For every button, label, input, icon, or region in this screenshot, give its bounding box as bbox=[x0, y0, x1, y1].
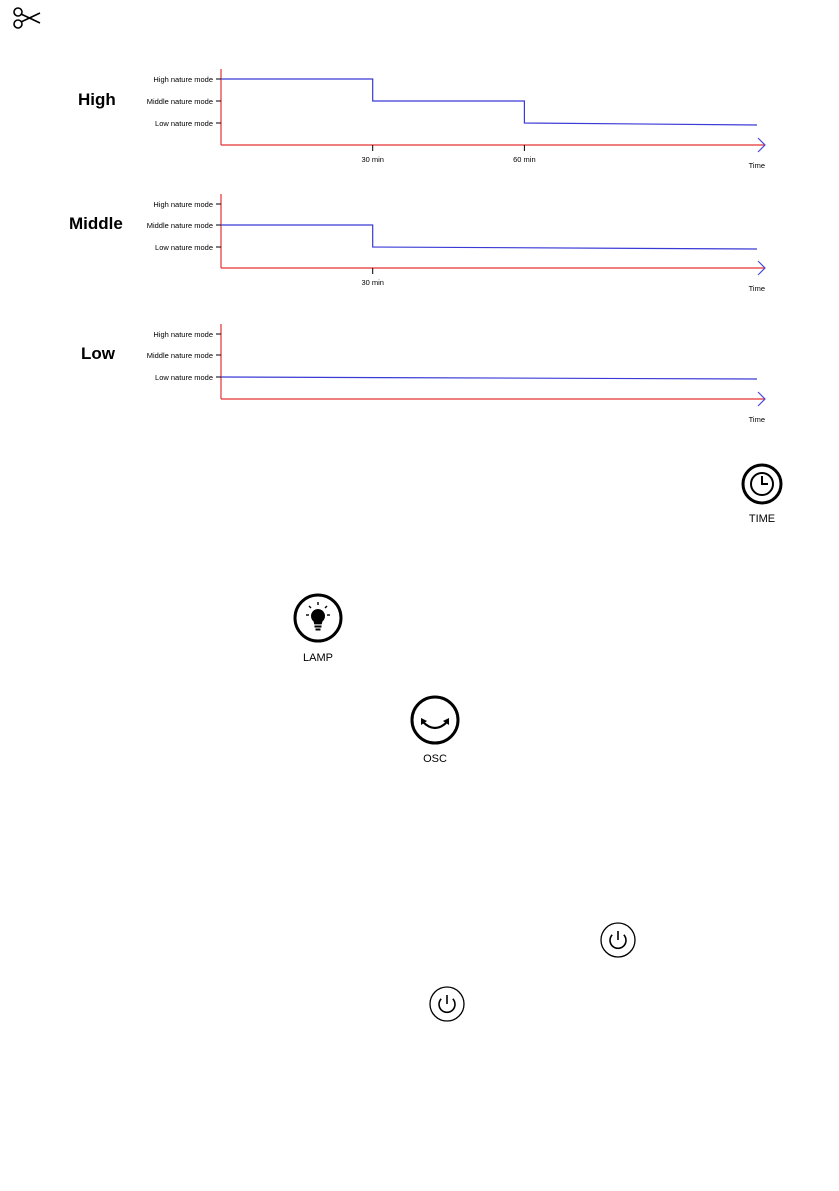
x-tick-label: 30 min bbox=[361, 278, 384, 287]
series-line bbox=[221, 79, 757, 125]
x-axis-label: Time bbox=[748, 284, 765, 293]
x-axis-label: Time bbox=[748, 161, 765, 170]
osc-button[interactable] bbox=[407, 694, 463, 765]
mode-heading-high: High bbox=[78, 90, 116, 109]
y-tick-label: High nature mode bbox=[153, 330, 213, 339]
y-tick-label: Low nature mode bbox=[155, 373, 213, 382]
series-line bbox=[221, 225, 757, 249]
x-tick-label: 60 min bbox=[513, 155, 536, 164]
x-tick-label: 30 min bbox=[361, 155, 384, 164]
power-button-main[interactable] bbox=[599, 921, 637, 964]
mode-heading-low: Low bbox=[81, 344, 115, 363]
power-icon bbox=[599, 921, 637, 959]
lamp-label: LAMP bbox=[303, 652, 333, 664]
clock-icon bbox=[740, 462, 784, 506]
y-tick-label: Middle nature mode bbox=[146, 97, 213, 106]
time-label: TIME bbox=[748, 513, 776, 525]
y-tick-label: Middle nature mode bbox=[146, 351, 213, 360]
time-button[interactable] bbox=[738, 462, 786, 525]
series-line bbox=[221, 377, 757, 379]
x-axis-label: Time bbox=[748, 415, 765, 424]
y-tick-label: Low nature mode bbox=[155, 119, 213, 128]
mode-heading-middle: Middle bbox=[69, 214, 123, 233]
lamp-button[interactable] bbox=[288, 593, 348, 664]
power-icon bbox=[428, 985, 466, 1023]
lightbulb-icon bbox=[292, 593, 344, 645]
y-tick-label: High nature mode bbox=[153, 200, 213, 209]
mode-timing-charts bbox=[0, 0, 839, 440]
y-tick-label: Low nature mode bbox=[155, 243, 213, 252]
y-tick-label: Middle nature mode bbox=[146, 221, 213, 230]
power-button-secondary[interactable] bbox=[428, 985, 466, 1028]
oscillate-icon bbox=[409, 694, 461, 746]
y-tick-label: High nature mode bbox=[153, 75, 213, 84]
osc-label: OSC bbox=[423, 753, 447, 765]
